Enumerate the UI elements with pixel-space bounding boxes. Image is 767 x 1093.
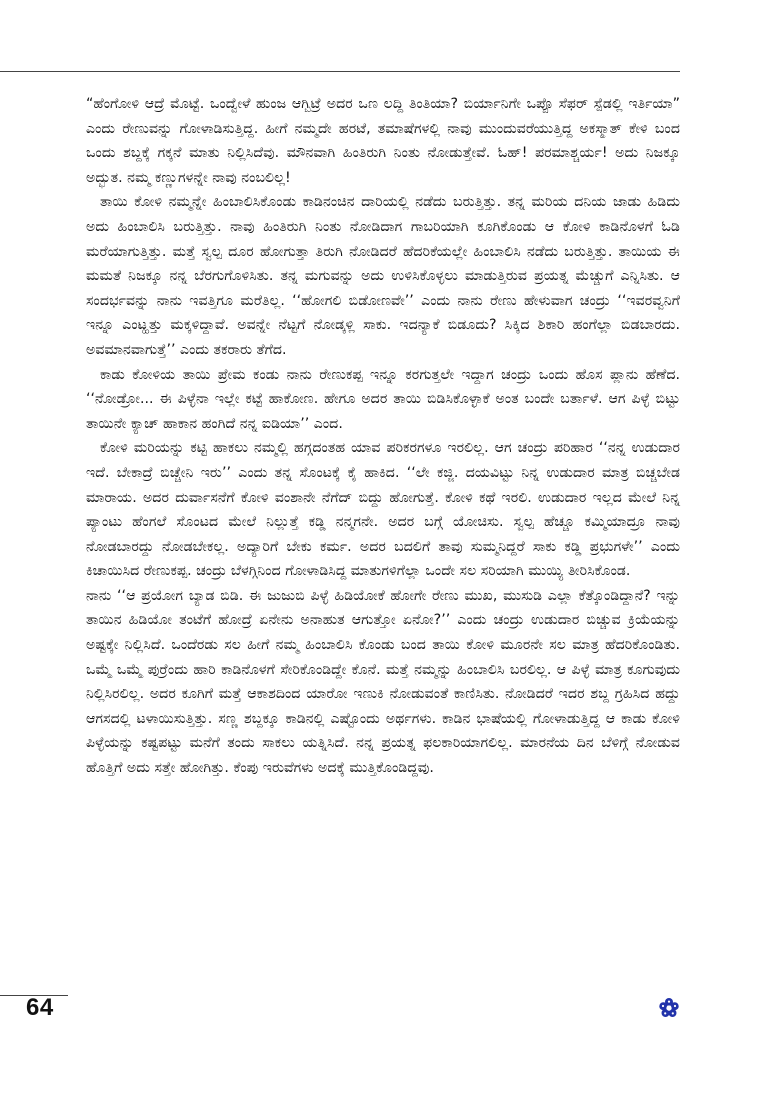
page-number: 64 xyxy=(26,994,54,1021)
paragraph-3: ಕಾಡು ಕೋಳಿಯ ತಾಯಿ ಪ್ರೇಮ ಕಂಡು ನಾನು ರೇಣುಕಪ್ಪ ಇನ್ನೂ ಕರಗುತ್ತಲೇ ಇದ್ದಾಗ ಚಂದ್ರು ಒಂದು ಹೊಸ ಪ್ಲಾನು ಹೆಣೆದ. ‘‘ನೋಡ್ರೋ... ಈ ಪಿಳ್ಳೆನಾ ಇಲ್ಲೇ ಕಟ್ಟೆ ಹಾಕೋಣ. ಹೇಗೂ ಅದರ ತಾಯಿ ಬಿಡಿಸಿಕೊಳ್ಳಾಕೆ ಅಂತ ಬಂದೇ ಬರ್ತಾಳೆ. ಆಗ ಪಿಳ್ಳೆ ಬಿಟ್ಟು ತಾಯಿನೇ ಕ್ಯಾಚ್ ಹಾಕಾನ ಹಂಗಿದೆ ನನ್ನ ಐಡಿಯಾ’’ ಎಂದ. xyxy=(86,366,680,432)
story-text-block xyxy=(86,92,680,781)
top-rule xyxy=(0,71,680,72)
paragraph-2: ತಾಯಿ ಕೋಳಿ ನಮ್ಮನ್ನೇ ಹಿಂಬಾಲಿಸಿಕೊಂಡು ಕಾಡಿನಂಚಿನ ದಾರಿಯಲ್ಲಿ ನಡೆದು ಬರುತ್ತಿತ್ತು. ತನ್ನ ಮರಿಯ ದನಿಯ ಜಾಡು ಹಿಡಿದು ಅದು ಹಿಂಬಾಲಿಸಿ ಬರುತ್ತಿತ್ತು. ನಾವು ಹಿಂತಿರುಗಿ ನಿಂತು ನೋಡಿದಾಗ ಗಾಬರಿಯಾಗಿ ಕೂಗಿಕೊಂಡು ಆ ಕೋಳಿ ಕಾಡಿನೊಳಗೆ ಓಡಿ ಮರೆಯಾಗುತ್ತಿತ್ತು. ಮತ್ತೆ ಸ್ವಲ್ಪ ದೂರ ಹೋಗುತ್ತಾ ತಿರುಗಿ ನೋಡಿದರೆ ಹೆದರಿಕೆಯಲ್ಲೇ ಹಿಂಬಾಲಿಸಿ ನಡೆದು ಬರುತ್ತಿತ್ತು. ತಾಯಿಯ ಈ ಮಮತೆ ನಿಜಕ್ಕೂ ನನ್ನ ಬೆರಗುಗೊಳಿಸಿತು. ತನ್ನ ಮಗುವನ್ನು ಅದು ಉಳಿಸಿಕೊಳ್ಳಲು ಮಾಡುತ್ತಿರುವ ಪ್ರಯತ್ನ ಮೆಚ್ಚುಗೆ ಎನ್ನಿಸಿತು. ಆ ಸಂದರ್ಭವನ್ನು ನಾನು ಇವತ್ತಿಗೂ ಮರೆತಿಲ್ಲ. ‘‘ಹೋಗಲಿ ಬಿಡೋಣವೇ’’ ಎಂದು ನಾನು ರೇಣು ಹೇಳುವಾಗ ಚಂದ್ರು ‘‘ಇವರವ್ವನಿಗೆ ಇನ್ನೂ ಎಂಟ್ಹತ್ತು ಮಕ್ಕಳಿದ್ದಾವೆ. ಅವನ್ನೇ ನೆಟ್ಟಗೆ ನೋಡ್ಕಳ್ಲಿ ಸಾಕು. ಇದನ್ಯಾಕೆ ಬಿಡೂದು? ಸಿಕ್ಕಿದ ಶಿಕಾರಿ ಹಂಗೆಲ್ಲಾ ಬಿಡಬಾರದು. ಅವಮಾನವಾಗುತ್ತೆ’’ ಎಂದು ತಕರಾರು ತೆಗೆದ. xyxy=(86,194,680,358)
paragraph-1: “ಹೆಂಗೋಳಿ ಆದ್ರೆ ಮೊಟ್ಟೆ. ಒಂದ್ವೇಳೆ ಹುಂಜ ಆಗ್ಬಿಟ್ರೆ ಅದರ ಒಣ ಲದ್ದಿ ತಿಂತಿಯಾ? ಬಿರ್ಯಾನಿಗೇ ಒಪ್ಪೊ ಸೆಫರ್ ಸ್ಪೆಡಲ್ಲಿ ಇರ್ತಿಯಾ” ಎಂದು ರೇಣುವನ್ನು ಗೋಳಾಡಿಸುತ್ತಿದ್ದ. ಹೀಗೆ ನಮ್ಮದೇ ಹರಟೆ, ತಮಾಷೆಗಳಲ್ಲಿ ನಾವು ಮುಂದುವರೆಯುತ್ತಿದ್ದ ಅಕಸ್ಮಾತ್ ಕೇಳಿ ಬಂದ ಒಂದು ಶಬ್ದಕ್ಕೆ ಗಕ್ಕನೆ ಮಾತು ನಿಲ್ಲಿಸಿದೆವು. ಮೌನವಾಗಿ ಹಿಂತಿರುಗಿ ನಿಂತು ನೋಡುತ್ತೇವೆ. ಓಹ್! ಪರಮಾಶ್ಚರ್ಯ! ಅದು ನಿಜಕ್ಕೂ ಅದ್ಭುತ. ನಮ್ಮ ಕಣ್ಣುಗಳನ್ನೇ ನಾವು ನಂಬಲಿಲ್ಲ! xyxy=(86,96,680,186)
paragraph-5: ನಾನು ‘‘ಆ ಪ್ರಯೋಗ ಬ್ಯಾಡ ಬಿಡಿ. ಈ ಜುಜುಬಿ ಪಿಳ್ಳೆ ಹಿಡಿಯೋಕೆ ಹೋಗೇ ರೇಣು ಮುಖ, ಮುಸುಡಿ ಎಲ್ಲಾ ಕೆತ್ಕೊಂಡಿದ್ದಾನೆ? ಇನ್ನು ತಾಯಿನ ಹಿಡಿಯೋ ತಂಟೆಗೆ ಹೋದ್ರೆ ಏನೇನು ಅನಾಹುತ ಆಗುತ್ತೋ ಏನೋ?’’ ಎಂದು ಚಂದ್ರು ಉಡುದಾರ ಬಿಚ್ಚುವ ಕ್ರಿಯೆಯನ್ನು ಅಷ್ಟಕ್ಕೇ ನಿಲ್ಲಿಸಿದೆ. ಒಂದೆರಡು ಸಲ ಹೀಗೆ ನಮ್ಮ ಹಿಂಬಾಲಿಸಿ ಕೊಂಡು ಬಂದ ತಾಯಿ ಕೋಳಿ ಮೂರನೇ ಸಲ ಮಾತ್ರ ಹೆದರಿಕೊಂಡಿತು. ಒಮ್ಮೆ ಒಮ್ಮೆ ಪುರ್ರೆಂದು ಹಾರಿ ಕಾಡಿನೊಳಗೆ ಸೇರಿಕೊಂಡಿದ್ದೇ ಕೊನೆ. ಮತ್ತೆ ನಮ್ಮನ್ನು ಹಿಂಬಾಲಿಸಿ ಬರಲಿಲ್ಲ. ಆ ಪಿಳ್ಳೆ ಮಾತ್ರ ಕೂಗುವುದು ನಿಲ್ಲಿಸಿರಲಿಲ್ಲ. ಅದರ ಕೂಗಿಗೆ ಮತ್ತೆ ಆಕಾಶದಿಂದ ಯಾರೋ ಇಣುಕಿ ನೋಡುವಂತೆ ಕಾಣಿಸಿತು. ನೋಡಿದರೆ ಇದರ ಶಬ್ದ ಗ್ರಹಿಸಿದ ಹದ್ದು ಆಗಸದಲ್ಲಿ ಟಳಾಯಿಸುತ್ತಿತ್ತು. ಸಣ್ಣ ಶಬ್ದಕ್ಕೂ ಕಾಡಿನಲ್ಲಿ ಎಷ್ಟೊಂದು ಅರ್ಥಗಳು. ಕಾಡಿನ ಭಾಷೆಯಲ್ಲಿ ಗೋಳಾಡುತ್ತಿದ್ದ ಆ ಕಾಡು ಕೋಳಿ ಪಿಳ್ಳೆಯನ್ನು ಕಷ್ಟಪಟ್ಟು ಮನೆಗೆ ತಂದು ಸಾಕಲು ಯತ್ನಿಸಿದೆ. ನನ್ನ ಪ್ರಯತ್ನ ಫಲಕಾರಿಯಾಗಲಿಲ್ಲ. ಮಾರನೆಯ ದಿನ ಬೆಳಿಗ್ಗೆ ನೋಡುವ ಹೊತ್ತಿಗೆ ಅದು ಸತ್ತೇ ಹೋಗಿತ್ತು. ಕೆಂಪು ಇರುವೆಗಳು ಅದಕ್ಕೆ ಮುತ್ತಿಕೊಂಡಿದ್ದವು. xyxy=(86,587,680,777)
paragraph-4: ಕೋಳಿ ಮರಿಯನ್ನು ಕಟ್ಟಿ ಹಾಕಲು ನಮ್ಮಲ್ಲಿ ಹಗ್ಗದಂತಹ ಯಾವ ಪರಿಕರಗಳೂ ಇರಲಿಲ್ಲ. ಆಗ ಚಂದ್ರು ಪರಿಹಾರ ‘‘ನನ್ನ ಉಡುದಾರ ಇದೆ. ಬೇಕಾದ್ರೆ ಬಿಚ್ಚೇನಿ ಇರು’’ ಎಂದು ತನ್ನ ಸೊಂಟಕ್ಕೆ ಕೈ ಹಾಕಿದ. ‘‘ಲೇ ಕಜ್ಜಿ. ದಯವಿಟ್ಟು ನಿನ್ನ ಉಡುದಾರ ಮಾತ್ರ ಬಿಚ್ಚಬೇಡ ಮಾರಾಯ. ಅದರ ದುರ್ವಾಸನೆಗೆ ಕೋಳಿ ವಂಶಾನೇ ನೆಗೆದ್ ಬಿದ್ದು ಹೋಗುತ್ತೆ. ಕೋಳಿ ಕಥೆ ಇರಲಿ. ಉಡುದಾರ ಇಲ್ಲದ ಮೇಲೆ ನಿನ್ನ ಪ್ಯಾಂಟು ಹೆಂಗಲೆ ಸೊಂಟದ ಮೇಲೆ ನಿಲ್ಲುತ್ತೆ ಕಡ್ಡಿ ನನ್ಮಗನೇ. ಅದರ ಬಗ್ಗೆ ಯೋಚಿಸು. ಸ್ವಲ್ಪ ಹೆಚ್ಚೂ ಕಮ್ಮಿಯಾದ್ರೂ ನಾವು ನೋಡಬಾರದ್ದು ನೋಡಬೇಕಲ್ಲ. ಅದ್ಯಾರಿಗೆ ಬೇಕು ಕರ್ಮ. ಅದರ ಬದಲಿಗೆ ತಾವು ಸುಮ್ಮನಿದ್ದರೆ ಸಾಕು ಕಡ್ಡಿ ಪ್ರಭುಗಳೇ’’ ಎಂದು ಕಿಚಾಯಿಸಿದ ರೇಣುಕಪ್ಪ. ಚಂದ್ರು ಬೆಳಗ್ಗಿನಿಂದ ಗೋಳಾಡಿಸಿದ್ದ ಮಾತುಗಳಿಗೆಲ್ಲಾ ಒಂದೇ ಸಲ ಸರಿಯಾಗಿ ಮುಯ್ಯಿ ತೀರಿಸಿಕೊಂಡ. xyxy=(86,440,680,580)
flower-ornament-icon xyxy=(658,997,680,1019)
